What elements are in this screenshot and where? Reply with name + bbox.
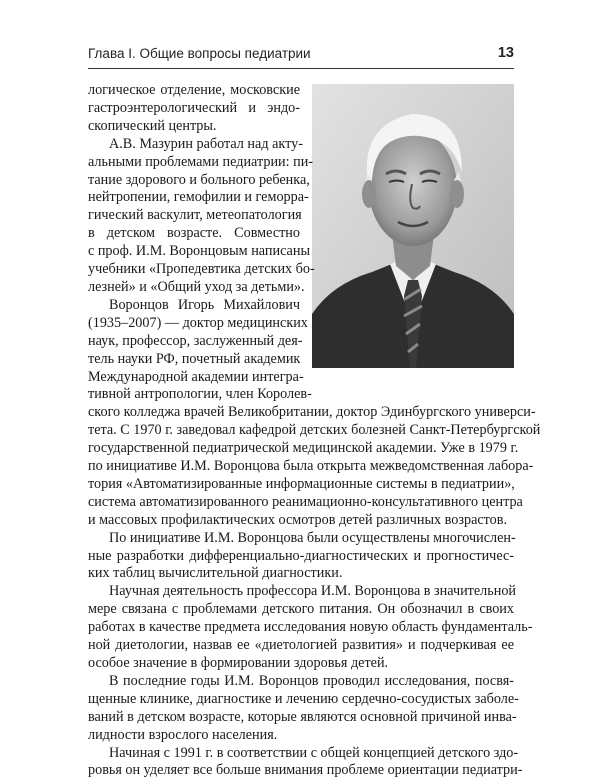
body-text [88, 82, 541, 780]
page-number: 13 [497, 45, 514, 61]
text-line: лидности взрослого населения. [88, 726, 278, 743]
text-line: государственной педиатрической медицинской академии. Уже в 1979 г. [88, 440, 519, 457]
text-line: ского колледжа врачей Великобритании, доктор Эдинбургского универси- [88, 404, 536, 421]
text-line: ной диетологии, назвав ее «диетологией развития» и подчеркивая ее [88, 637, 514, 654]
text-line: ваний в детском возрасте, которые являются основной причиной инва- [88, 708, 517, 725]
text-line: система автоматизированного реанимационно-консультативного центра [88, 493, 523, 510]
header-rule [88, 68, 514, 69]
text-line: тория «Автоматизированные информационные системы в педиатрии», [88, 475, 515, 492]
text-line: По инициативе И.М. Воронцова были осуществлены многочислен- [109, 529, 516, 546]
text-line: ровья он уделяет все больше внимания проблеме ориентации педиатри- [88, 762, 523, 779]
text-line: тание здорового и больного ребенка, [88, 171, 310, 188]
text-line: особое значение в формировании здоровья детей. [88, 655, 389, 671]
text-line: в детском возрасте. Совместно [88, 225, 300, 242]
text-line: гический васкулит, метеопатология [88, 207, 302, 224]
text-line: Международной академии интегра- [88, 368, 304, 385]
text-line: альными проблемами педиатрии: пи- [88, 153, 314, 170]
text-line: и массовых профилактических осмотров детей различных возрастов. [88, 511, 508, 528]
text-line: с проф. И.М. Воронцовым написаны [88, 243, 310, 260]
text-line: скопический центры. [88, 117, 217, 134]
text-line: В последние годы И.М. Воронцов проводил исследования, посвя- [109, 672, 514, 689]
text-line: работах в качестве предмета исследования новую область фундаменталь- [88, 619, 533, 636]
running-header [88, 44, 514, 64]
text-line: нейтропении, гемофилии и геморра- [88, 189, 309, 206]
text-line: тель науки РФ, почетный академик [88, 350, 301, 367]
text-line: Начиная с 1991 г. в соответствии с общей концепцией детского здо- [109, 744, 519, 761]
text-line: А.В. Мазурин работал над акту- [109, 135, 303, 152]
text-line: (1935–2007) — доктор медицинских [88, 314, 308, 331]
text-line: ких таблиц вычислительной диагностики. [88, 565, 343, 582]
text-line: Научная деятельность профессора И.М. Воронцова в значительной [109, 583, 517, 600]
text-line: логическое отделение, московские [88, 82, 300, 98]
text-line: гастроэнтерологический и эндо- [88, 99, 300, 116]
text-line: наук, профессор, заслуженный дея- [88, 332, 303, 349]
text-line: щенные клинике, диагностике и лечению сердечно-сосудистых заболе- [88, 690, 519, 707]
text-line: учебники «Пропедевтика детских бо- [88, 261, 315, 278]
text-line: мере связана с проблемами детского питания. Он обозначил в своих [88, 601, 514, 618]
text-line: ные разработки дифференциально-диагностических и прогностичес- [88, 547, 514, 564]
text-line: лезней» и «Общий уход за детьми». [88, 278, 305, 295]
chapter-title: Глава I. Общие вопросы педиатрии [88, 46, 311, 61]
text-line: тивной антропологии, член Королев- [88, 386, 312, 403]
text-line: Воронцов Игорь Михайлович [109, 296, 300, 313]
text-line: тета. С 1970 г. заведовал кафедрой детских болезней Санкт-Петербургской [88, 422, 541, 439]
text-line: по инициативе И.М. Воронцова была открыта межведомственная лабора- [88, 458, 534, 475]
